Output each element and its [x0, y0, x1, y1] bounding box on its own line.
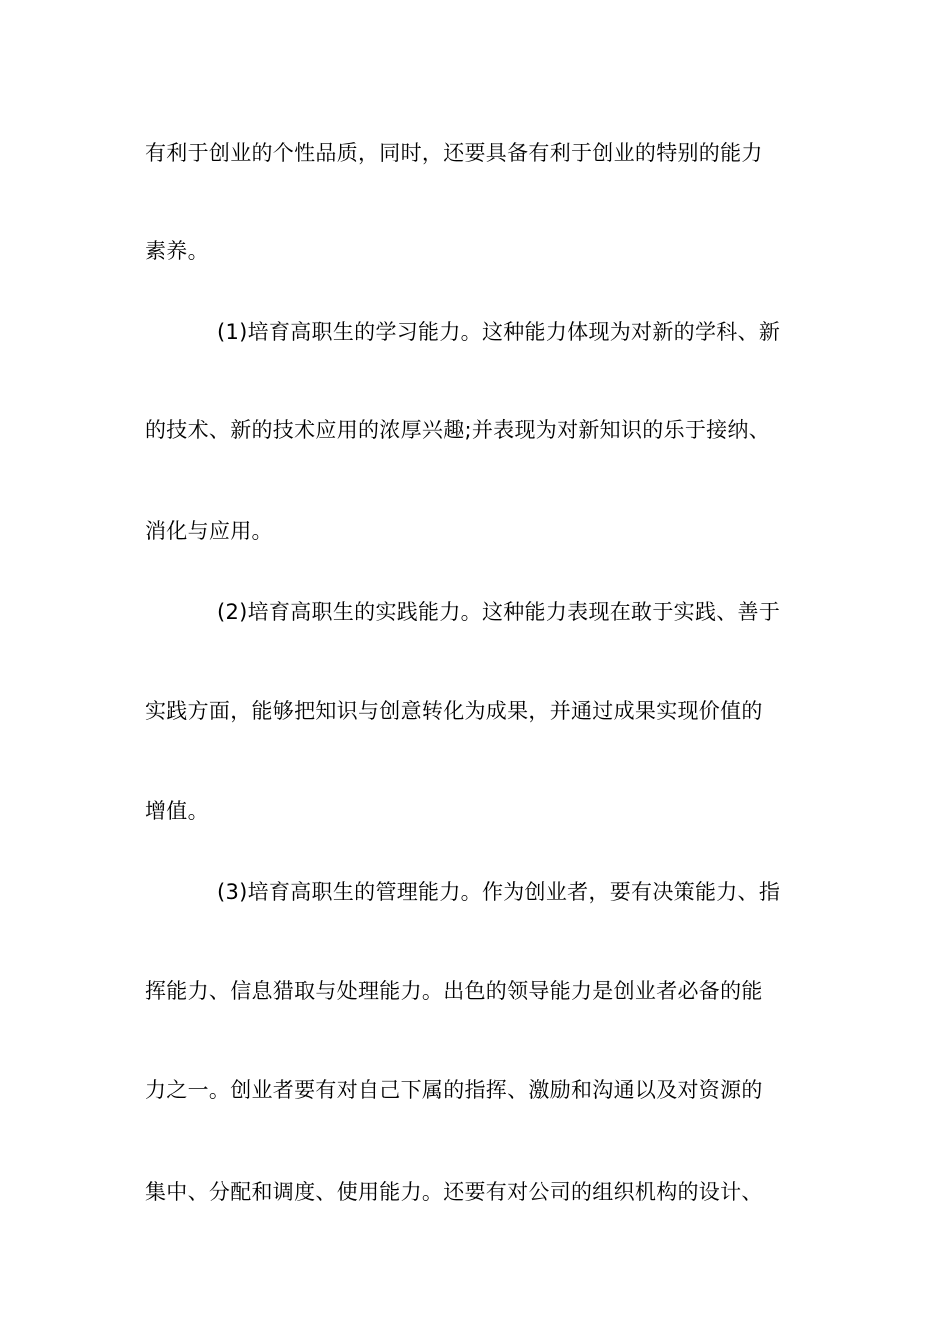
text-line: 有利于创业的个性品质，同时，还要具备有利于创业的特别的能力 — [145, 141, 763, 165]
text-line: 挥能力、信息猎取与处理能力。出色的领导能力是创业者必备的能 — [145, 979, 763, 1003]
text-line: 的技术、新的技术应用的浓厚兴趣;并表现为对新知识的乐于接纳、 — [145, 418, 771, 442]
paragraph-heading-management: (3)培育高职生的管理能力。作为创业者，要有决策能力、指 — [217, 880, 781, 904]
text-line: 集中、分配和调度、使用能力。还要有对公司的组织机构的设计、 — [145, 1180, 763, 1204]
paragraph-heading-practice: (2)培育高职生的实践能力。这种能力表现在敢于实践、善于 — [217, 600, 781, 624]
text-line: 实践方面，能够把知识与创意转化为成果，并通过成果实现价值的 — [145, 699, 763, 723]
text-line: 消化与应用。 — [145, 519, 273, 543]
paragraph-heading-learning: (1)培育高职生的学习能力。这种能力体现为对新的学科、新 — [217, 320, 781, 344]
text-line: 素养。 — [145, 239, 209, 263]
text-line: 增值。 — [145, 799, 209, 823]
text-line: 力之一。创业者要有对自己下属的指挥、激励和沟通以及对资源的 — [145, 1078, 763, 1102]
